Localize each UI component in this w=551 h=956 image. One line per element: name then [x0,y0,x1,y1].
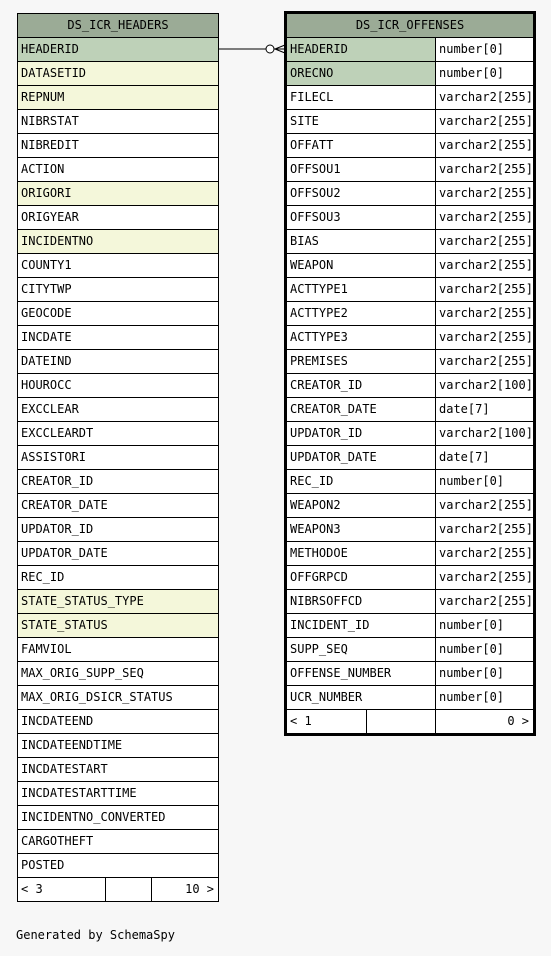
column-type: varchar2[255] [436,326,535,350]
column-name[interactable]: NIBREDIT [18,134,219,158]
column-type: number[0] [436,470,535,494]
column-name[interactable]: NIBRSOFFCD [286,590,436,614]
column-type: varchar2[255] [436,230,535,254]
column-type: varchar2[255] [436,566,535,590]
column-type: number[0] [436,686,535,710]
column-name[interactable]: ORIGORI [18,182,219,206]
table-row [18,374,219,398]
table-row [18,326,219,350]
column-name[interactable]: EXCCLEARDT [18,422,219,446]
column-name[interactable]: INCDATEENDTIME [18,734,219,758]
column-name[interactable]: OFFSOU3 [286,206,436,230]
column-name[interactable]: SITE [286,110,436,134]
table-row [18,758,219,782]
column-name[interactable]: OFFGRPCD [286,566,436,590]
table-row [18,470,219,494]
column-type: varchar2[255] [436,518,535,542]
column-type: varchar2[255] [436,86,535,110]
column-type: number[0] [436,614,535,638]
table-row [18,62,219,86]
column-name[interactable]: ACTTYPE2 [286,302,436,326]
column-name[interactable]: OFFSOU2 [286,182,436,206]
table-row [286,470,535,494]
column-name[interactable]: STATE_STATUS [18,614,219,638]
column-name[interactable]: HEADERID [286,38,436,62]
column-name[interactable]: REC_ID [286,470,436,494]
table-row [18,494,219,518]
column-name[interactable]: ORIGYEAR [18,206,219,230]
column-type: number[0] [436,638,535,662]
column-name[interactable]: WEAPON2 [286,494,436,518]
column-name[interactable]: INCIDENTNO [18,230,219,254]
column-name[interactable]: REC_ID [18,566,219,590]
table-row [286,542,535,566]
footer-spacer [106,878,152,902]
column-name[interactable]: METHODOE [286,542,436,566]
table-row [18,542,219,566]
table-row [286,134,535,158]
table-title[interactable]: DS_ICR_OFFENSES [286,13,535,38]
table-row [18,638,219,662]
footer-spacer [367,710,436,735]
table-row [18,206,219,230]
column-name[interactable]: CREATOR_DATE [286,398,436,422]
table-row [286,254,535,278]
column-name[interactable]: INCIDENTNO_CONVERTED [18,806,219,830]
table-row [18,254,219,278]
column-name[interactable]: UPDATOR_DATE [18,542,219,566]
table-row [286,566,535,590]
table-row [286,110,535,134]
table-row [18,86,219,110]
table-row [18,782,219,806]
table-row [18,182,219,206]
column-name[interactable]: HEADERID [18,38,219,62]
column-name[interactable]: UPDATOR_ID [286,422,436,446]
column-name[interactable]: FAMVIOL [18,638,219,662]
table-footer [18,878,219,902]
column-name[interactable]: POSTED [18,854,219,878]
table-row [286,38,535,62]
column-name[interactable]: DATASETID [18,62,219,86]
column-type: varchar2[255] [436,206,535,230]
table-row [18,134,219,158]
column-name[interactable]: EXCCLEAR [18,398,219,422]
column-name[interactable]: WEAPON3 [286,518,436,542]
column-name[interactable]: CREATOR_DATE [18,494,219,518]
column-name[interactable]: ACTTYPE3 [286,326,436,350]
ds-icr-offenses-table [284,11,536,736]
column-type: varchar2[255] [436,590,535,614]
table-row [18,158,219,182]
column-name[interactable]: BIAS [286,230,436,254]
column-name[interactable]: MAX_ORIG_SUPP_SEQ [18,662,219,686]
table-row [286,230,535,254]
column-type: varchar2[255] [436,158,535,182]
child-count[interactable]: 0 > [436,710,535,735]
column-name[interactable]: ORECNO [286,62,436,86]
table-row [18,278,219,302]
column-name[interactable]: INCIDENT_ID [286,614,436,638]
column-name[interactable]: GEOCODE [18,302,219,326]
column-name[interactable]: INCDATE [18,326,219,350]
table-row [286,278,535,302]
column-type: varchar2[255] [436,542,535,566]
column-type: varchar2[255] [436,494,535,518]
column-type: number[0] [436,662,535,686]
table-row [18,566,219,590]
column-name[interactable]: WEAPON [286,254,436,278]
column-name[interactable]: ASSISTORI [18,446,219,470]
table-row [286,662,535,686]
table-row [286,686,535,710]
table-row [286,326,535,350]
table-row [18,710,219,734]
column-name[interactable]: MAX_ORIG_DSICR_STATUS [18,686,219,710]
child-count[interactable]: 10 > [152,878,219,902]
column-name[interactable]: STATE_STATUS_TYPE [18,590,219,614]
ds-icr-headers-table [17,13,219,902]
column-name[interactable]: ACTION [18,158,219,182]
table-row [286,590,535,614]
table-row [18,686,219,710]
table-row [286,494,535,518]
table-row [286,182,535,206]
table-row [18,806,219,830]
table-row [18,830,219,854]
table-row [18,38,219,62]
table-row [286,62,535,86]
table-row [18,110,219,134]
table-row [18,350,219,374]
column-type: varchar2[255] [436,278,535,302]
table-row [286,350,535,374]
table-row [286,398,535,422]
table-row [18,734,219,758]
column-name[interactable]: INCDATESTARTTIME [18,782,219,806]
column-type: date[7] [436,398,535,422]
column-name[interactable]: ACTTYPE1 [286,278,436,302]
table-footer [286,710,535,735]
column-name[interactable]: COUNTY1 [18,254,219,278]
column-name[interactable]: INCDATESTART [18,758,219,782]
table-row [286,374,535,398]
table-row [18,230,219,254]
column-name[interactable]: DATEIND [18,350,219,374]
column-type: date[7] [436,446,535,470]
column-type: varchar2[255] [436,350,535,374]
column-name[interactable]: SUPP_SEQ [286,638,436,662]
column-name[interactable]: FILECL [286,86,436,110]
column-type: number[0] [436,38,535,62]
column-type: varchar2[255] [436,134,535,158]
column-name[interactable]: CREATOR_ID [18,470,219,494]
column-name[interactable]: UCR_NUMBER [286,686,436,710]
column-type: varchar2[255] [436,110,535,134]
table-row [18,590,219,614]
column-name[interactable]: OFFATT [286,134,436,158]
column-name[interactable]: REPNUM [18,86,219,110]
table-row [18,422,219,446]
generated-by-label: Generated by SchemaSpy [16,928,175,942]
column-name[interactable]: UPDATOR_DATE [286,446,436,470]
column-name[interactable]: UPDATOR_ID [18,518,219,542]
table-row [18,854,219,878]
table-row [286,86,535,110]
column-type: varchar2[100] [436,374,535,398]
column-name[interactable]: CARGOTHEFT [18,830,219,854]
table-row [286,446,535,470]
column-name[interactable]: NIBRSTAT [18,110,219,134]
table-row [18,446,219,470]
table-row [286,518,535,542]
table-title[interactable]: DS_ICR_HEADERS [18,14,219,38]
table-row [286,158,535,182]
table-row [18,518,219,542]
column-name[interactable]: OFFENSE_NUMBER [286,662,436,686]
column-name[interactable]: CITYTWP [18,278,219,302]
table-row [286,206,535,230]
column-name[interactable]: HOUROCC [18,374,219,398]
column-type: varchar2[100] [436,422,535,446]
table-row [18,614,219,638]
column-type: number[0] [436,62,535,86]
table-row [18,302,219,326]
column-type: varchar2[255] [436,302,535,326]
parent-count[interactable]: < 1 [286,710,367,735]
column-name[interactable]: CREATOR_ID [286,374,436,398]
column-type: varchar2[255] [436,254,535,278]
column-name[interactable]: OFFSOU1 [286,158,436,182]
column-name[interactable]: PREMISES [286,350,436,374]
table-row [286,422,535,446]
column-type: varchar2[255] [436,182,535,206]
parent-count[interactable]: < 3 [18,878,106,902]
table-row [18,662,219,686]
column-name[interactable]: INCDATEEND [18,710,219,734]
table-row [18,398,219,422]
table-row [286,302,535,326]
table-row [286,614,535,638]
table-row [286,638,535,662]
zero-cardinality-circle [266,45,274,53]
